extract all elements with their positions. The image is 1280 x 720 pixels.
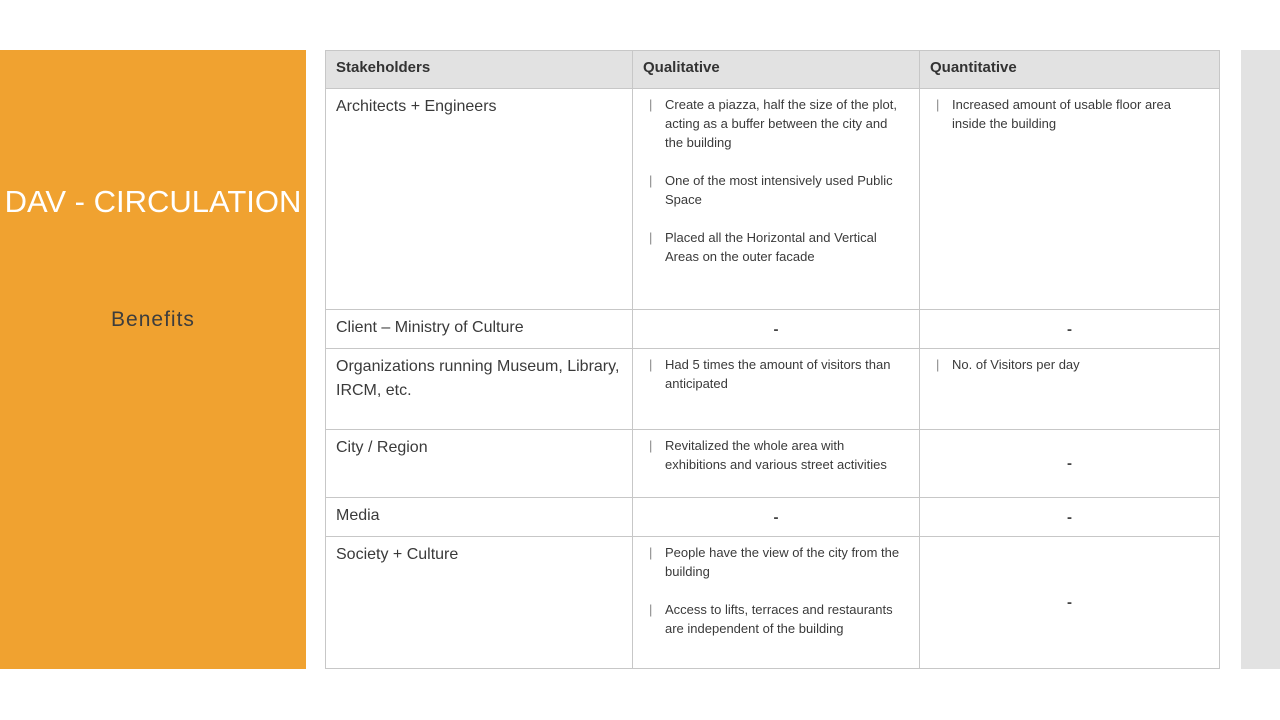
bullet-item: | One of the most intensively used Public Space — [649, 171, 907, 209]
table-row — [326, 537, 1220, 669]
quantitative-cell — [920, 349, 1220, 430]
table-row — [326, 498, 1220, 537]
slide-title: DAV - CIRCULATION — [4, 184, 302, 219]
qualitative-cell: - — [633, 498, 920, 537]
stakeholder-cell: Client – Ministry of Culture — [326, 310, 633, 349]
header-quantitative: Quantitative — [920, 51, 1220, 89]
slide-subtitle: Benefits — [111, 308, 195, 331]
quantitative-cell — [920, 89, 1220, 310]
benefits-table — [325, 50, 1220, 669]
bullet-item: | Had 5 times the amount of visitors than anticipated — [649, 355, 907, 393]
table-row — [326, 89, 1220, 310]
header-qualitative: Qualitative — [633, 51, 920, 89]
stakeholder-cell: Society + Culture — [326, 537, 633, 669]
stakeholder-cell: Architects + Engineers — [326, 89, 633, 310]
qualitative-cell: - — [633, 310, 920, 349]
bullet-item: | Placed all the Horizontal and Vertical Areas on the outer facade — [649, 228, 907, 266]
quantitative-cell: - — [920, 310, 1220, 349]
qualitative-cell — [633, 89, 920, 310]
qualitative-cell — [633, 537, 920, 669]
quantitative-cell: - — [920, 498, 1220, 537]
title-panel — [0, 50, 306, 669]
header-stakeholders: Stakeholders — [326, 51, 633, 89]
table-header-row — [326, 51, 1220, 89]
bullet-item: | Revitalized the whole area with exhibitions and various street activities — [649, 436, 907, 474]
quantitative-cell: - — [920, 430, 1220, 498]
bullet-item: | Create a piazza, half the size of the plot, acting as a buffer between the city and the building — [649, 95, 907, 152]
stakeholder-cell: City / Region — [326, 430, 633, 498]
stakeholder-cell: Media — [326, 498, 633, 537]
bullet-item: | Increased amount of usable floor area inside the building — [936, 95, 1207, 133]
stakeholder-cell: Organizations running Museum, Library, IRCM, etc. — [326, 349, 633, 430]
quantitative-cell: - — [920, 537, 1220, 669]
right-decor-bar — [1241, 50, 1280, 669]
bullet-item: | No. of Visitors per day — [936, 355, 1207, 374]
qualitative-cell — [633, 349, 920, 430]
table-row — [326, 310, 1220, 349]
bullet-item: | People have the view of the city from the building — [649, 543, 907, 581]
table-row — [326, 430, 1220, 498]
table-row — [326, 349, 1220, 430]
qualitative-cell — [633, 430, 920, 498]
bullet-item: | Access to lifts, terraces and restaurants are independent of the building — [649, 600, 907, 638]
